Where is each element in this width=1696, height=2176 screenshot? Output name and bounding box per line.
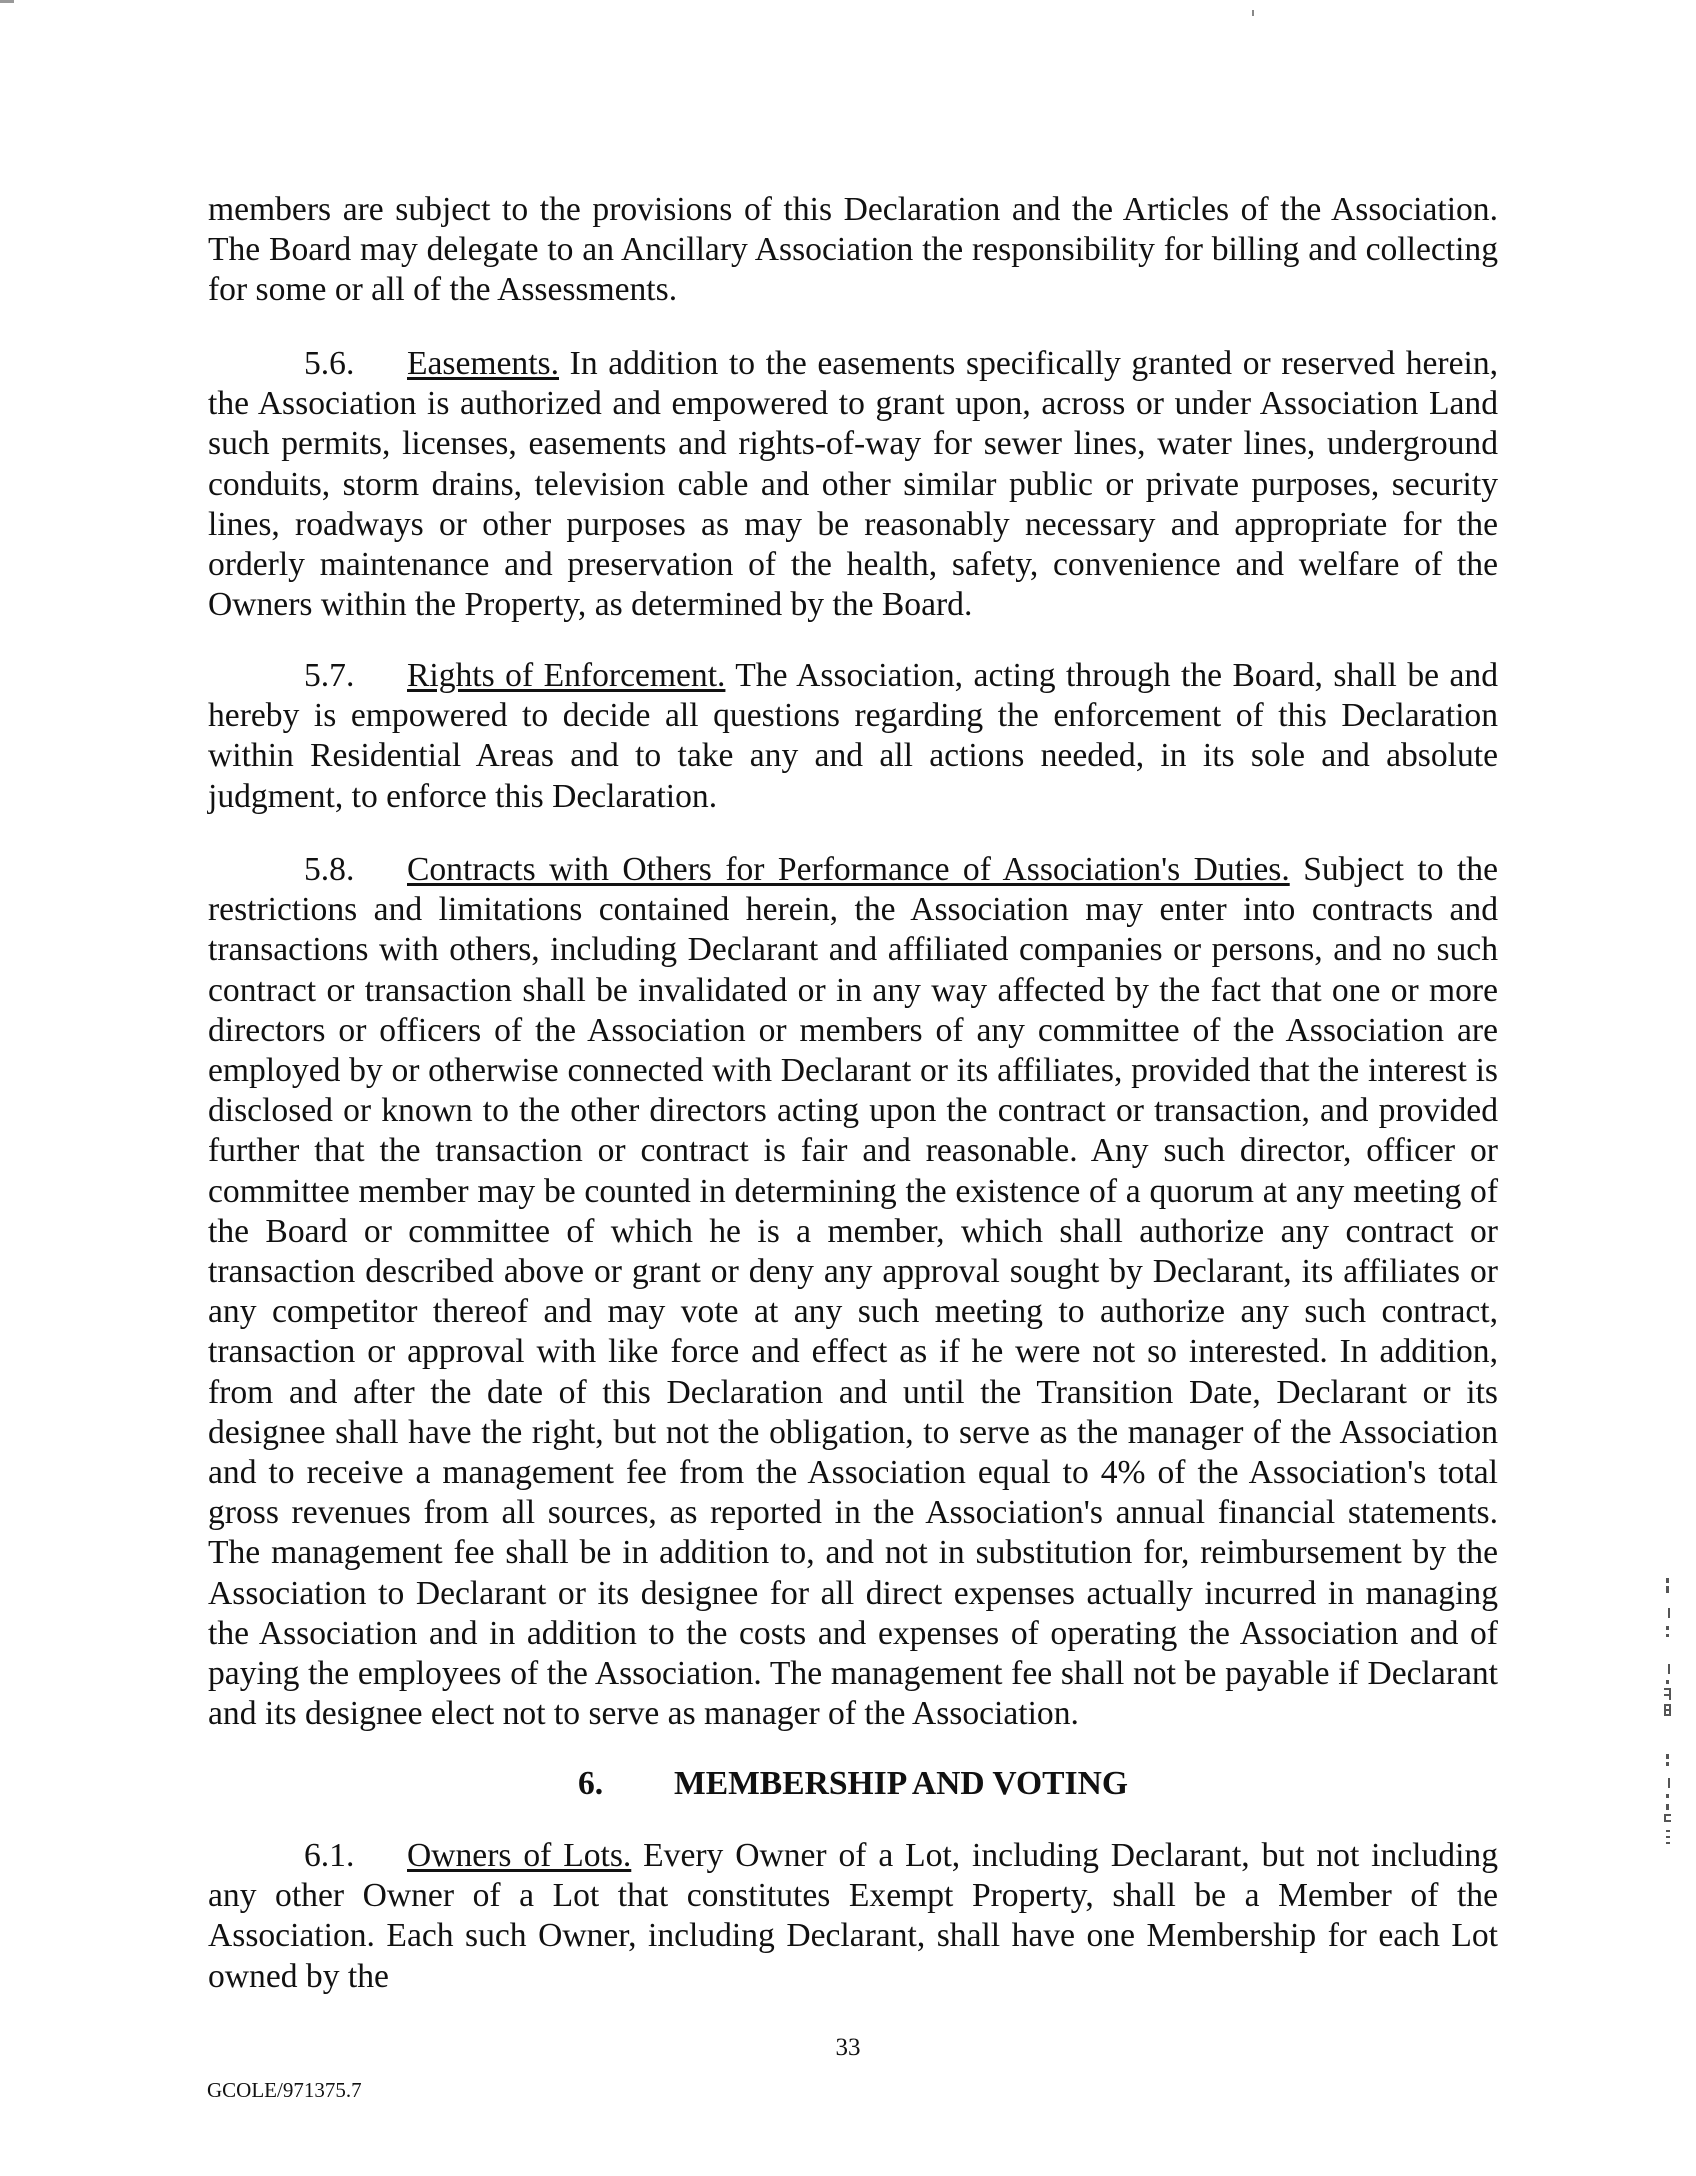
section-title: Easements. [407,345,559,382]
section-heading [208,1764,1498,1804]
section-5-7 [208,656,1498,817]
section-number: 6.1. [304,1837,355,1874]
section-title: Rights of Enforcement. [407,657,726,694]
section-5-8 [208,850,1498,1734]
intro-paragraph: members are subject to the provisions of this Declaration and the Articles of the Association. The Board may delegate to an Ancillary Association the responsibility for billing and collecting for some or all of the Assessments. [208,191,1498,309]
section-number: 5.8. [304,851,355,888]
recording-stamp-marks [1658,1578,1682,1908]
section-6-1 [208,1836,1498,1997]
section-body: In addition to the easements specifically granted or reserved herein, the Association is authorized and empowered to grant upon, across or under Association Land such permits, licenses, easements and rights-of-way for sewer lines, water lines, underground conduits, storm drains, television cable and other similar public or private purposes, security lines, roadways or other purposes as may be reasonably necessary and appropriate for the orderly maintenance and preservation of the health, safety, convenience and welfare of the Owners within the Property, as determined by the Board. [208,345,1498,624]
section-body: The Association, acting through the Board, shall be and hereby is empowered to decide all questions regarding the enforcement of this Declaration within Residential Areas and to take any and all actions needed, in its sole and absolute judgment, to enforce this Declaration. [208,657,1498,815]
section-number: 5.7. [304,657,355,694]
page-number: 33 [835,2034,861,2061]
document-id: GCOLE/971375.7 [207,2078,362,2102]
section-body: Every Owner of a Lot, including Declarant, but not including any other Owner of a Lot that constitutes Exempt Property, shall be a Member of the Association. Each such Owner, including Declarant, shall have one Membership for each Lot owned by the [208,1837,1498,1995]
heading-title: MEMBERSHIP AND VOTING [674,1765,1128,1802]
heading-number: 6. [578,1765,604,1802]
scan-speck [1252,10,1254,16]
section-5-6 [208,344,1498,625]
section-title: Owners of Lots. [407,1837,632,1874]
section-number: 5.6. [304,345,355,382]
section-body: Subject to the restrictions and limitations contained herein, the Association may enter into contracts and transactions with others, including Declarant and affiliated companies or persons, and no such contract or transaction shall be invalidated or in any way affected by the fact that one or more directors or officers of the Association or members of any committee of the Association are employed by or otherwise connected with Declarant or its affiliates, provided that the interest is disclosed or known to the other directors acting upon the contract or transaction, and provided further that the transaction or contract is fair and reasonable. Any such director, officer or committee member may be counted in determining the existence of a quorum at any meeting of the Board or committee of which he is a member, which shall authorize any contract or transaction described above or grant or deny any approval sought by Declarant, its affiliates or any competitor thereof and may vote at any such meeting to authorize any such contract, transaction or approval with like force and effect as if he were not so interested. In addition, from and after the date of this Declaration and until the Transition Date, Declarant or its designee shall have the right, but not the obligation, to serve as the manager of the Association and to receive a management fee from the Association equal to 4% of the Association's total gross revenues from all sources, as reported in the Association's annual financial statements. The management fee shall be in addition to, and not in substitution for, reimbursement by the Association to Declarant or its designee for all direct expenses actually incurred in managing the Association and in addition to the costs and expenses of operating the Association and of paying the employees of the Association. The management fee shall not be payable if Declarant and its designee elect not to serve as manager of the Association. [208,851,1498,1733]
scan-mark [0,0,14,3]
section-title: Contracts with Others for Performance of Association's Duties. [407,851,1290,888]
